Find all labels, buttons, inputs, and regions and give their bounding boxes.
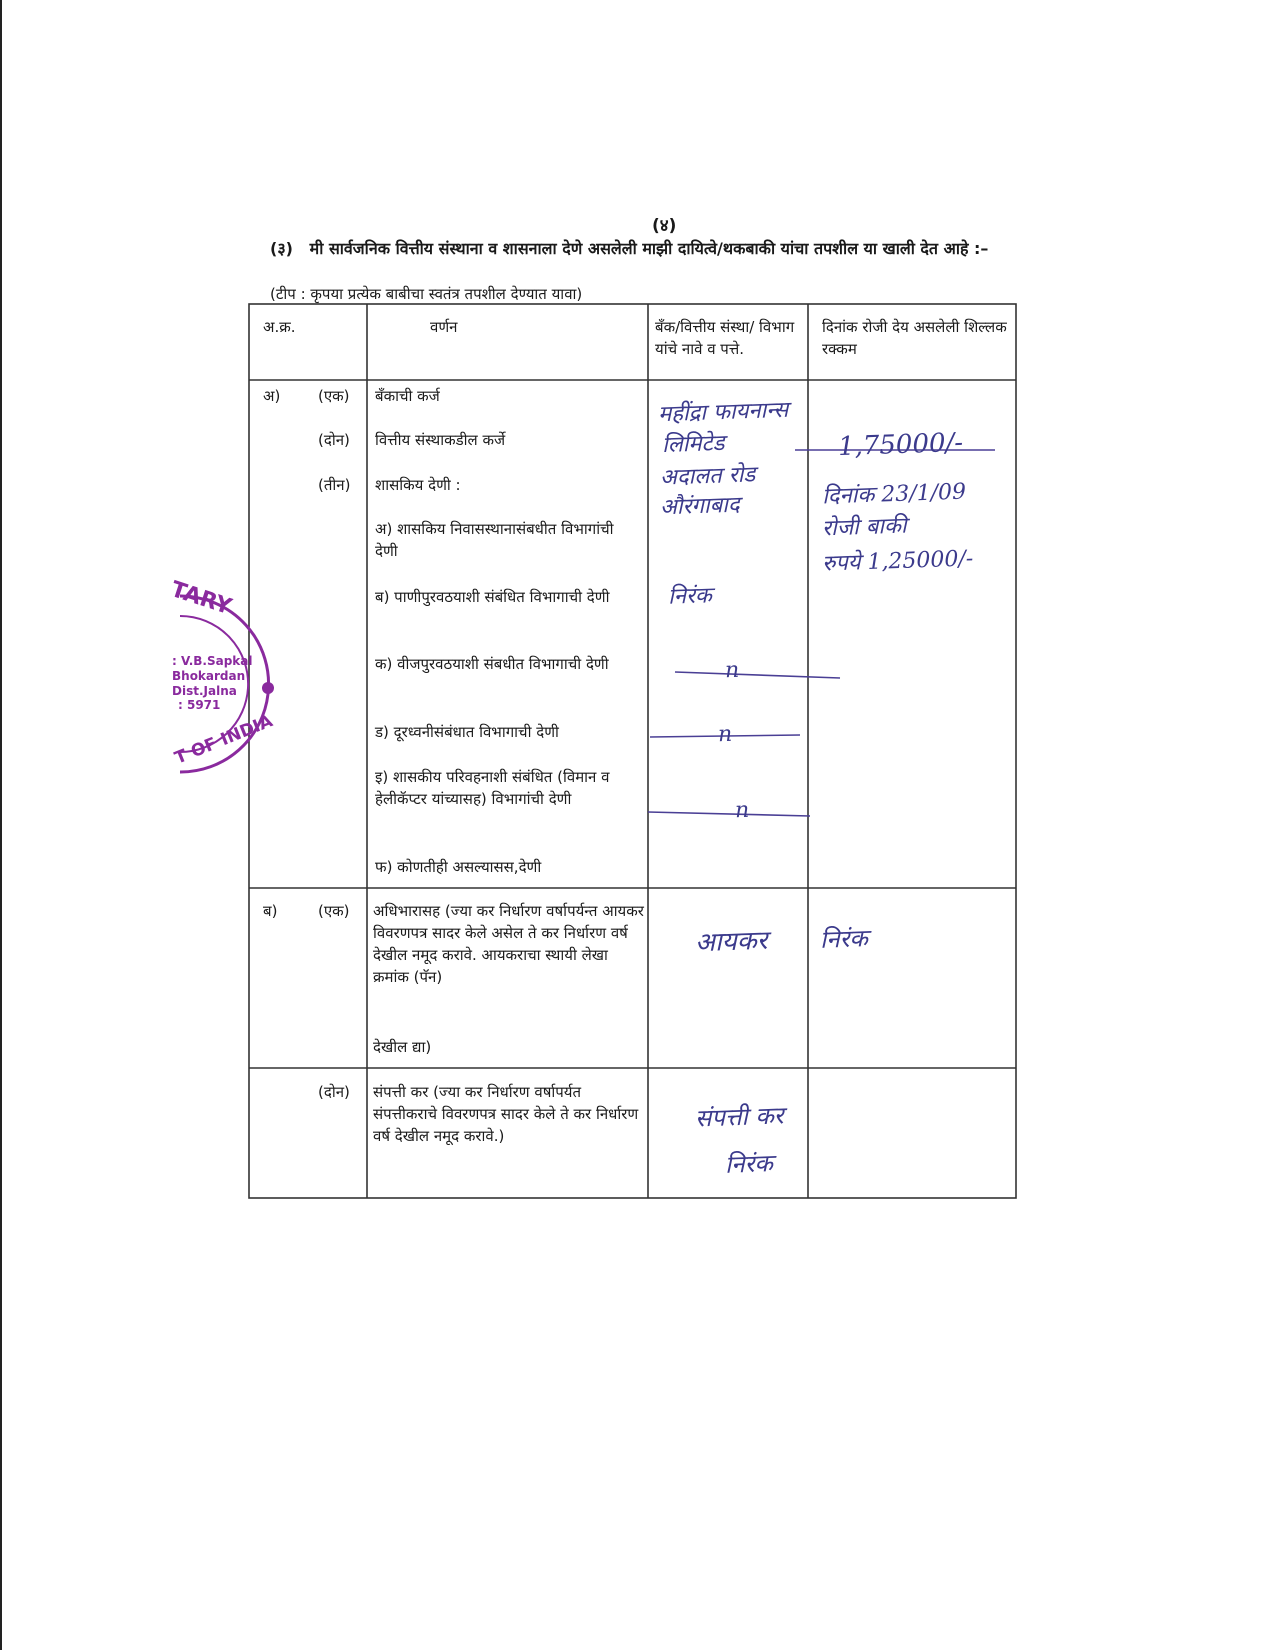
handwritten-date: दिनांक 23/1/09 bbox=[821, 479, 967, 510]
section-note: (टीप : कृपया प्रत्येक बाबीचा स्वतंत्र तपशील देण्यात यावा) bbox=[270, 285, 583, 303]
handwritten-lender: महींद्रा फायनान्स bbox=[657, 397, 789, 428]
section-number: (३) bbox=[270, 239, 293, 258]
subitem: ब) पाणीपुरवठयाशी संबंधित विभागाची देणी bbox=[375, 588, 610, 606]
handwritten-date: रुपये 1,25000/- bbox=[821, 546, 974, 577]
stamp-place: Bhokardan bbox=[172, 669, 246, 683]
subitem: फ) कोणतीही असल्यासस,देणी bbox=[375, 858, 542, 876]
stamp-reg: : 5971 bbox=[178, 698, 221, 712]
income-tax-tail: देखील द्या) bbox=[373, 1038, 432, 1056]
handwritten-nil-income-tax: निरंक bbox=[819, 924, 869, 954]
subitem: अ) शासकिय निवासस्थानासंबधीत विभागांची देणी bbox=[375, 520, 614, 560]
stamp-name: : V.B.Sapkal bbox=[172, 654, 253, 668]
stamp-text-bottom: T OF INDIA bbox=[172, 711, 276, 769]
item-text: बॅंकाची कर्ज bbox=[375, 387, 440, 405]
handwritten-amount: 1,75000/- bbox=[837, 427, 964, 463]
subitem: इ) शासकीय परिवहनाशी संबंधित (विमान व हेलीकॅप्टर यांच्यासह) विभागांची देणी bbox=[375, 768, 610, 808]
header-institution: बॅंक/वित्तीय संस्था/ विभाग यांचे नावे व पत्ते. bbox=[655, 318, 795, 358]
handwritten-lender: लिमिटेड bbox=[661, 430, 725, 459]
notary-stamp bbox=[150, 577, 295, 780]
item-num: (एक) bbox=[318, 902, 350, 920]
handwritten-dash-mark: n bbox=[734, 797, 750, 824]
handwritten-nil-wealth-tax: निरंक bbox=[724, 1149, 774, 1179]
handwritten-date: रोजी बाकी bbox=[821, 513, 908, 542]
header-sr: अ.क्र. bbox=[263, 318, 296, 336]
handwritten-wealth-tax: संपत्ती कर bbox=[694, 1101, 785, 1133]
header-description: वर्णन bbox=[430, 318, 458, 336]
income-tax-text: अधिभारासह (ज्या कर निर्धारण वर्षापर्यन्त आयकर विवरणपत्र सादर केले असेल ते कर निर्धारण वर्ष देखील नमूद करावे. आयकराचा स्थायी लेखा क्रमांक (पॅन) bbox=[373, 902, 644, 986]
page-number: (४) bbox=[652, 216, 677, 236]
stamp-district: Dist.Jalna bbox=[172, 684, 237, 698]
handwritten-lender: अदालत रोड bbox=[659, 462, 756, 491]
stamp-text-top: TARY bbox=[167, 577, 235, 620]
group-b-label: ब) bbox=[263, 902, 278, 920]
group-a-label: अ) bbox=[263, 387, 281, 405]
subitem: ड) दूरध्वनीसंबंधात विभागाची देणी bbox=[375, 723, 559, 741]
item-num: (दोन) bbox=[318, 431, 350, 449]
handwritten-lender: औरंगाबाद bbox=[659, 492, 740, 521]
item-text: वित्तीय संस्थाकडील कर्जे bbox=[375, 431, 506, 449]
subitem: क) वीजपुरवठयाशी संबधीत विभागाची देणी bbox=[375, 655, 609, 673]
item-num: (तीन) bbox=[318, 476, 351, 494]
handwritten-nil-water: निरंक bbox=[667, 583, 713, 610]
handwritten-dash-mark: n bbox=[717, 721, 733, 748]
item-num: (दोन) bbox=[318, 1083, 350, 1101]
section-title: मी सार्वजनिक वित्तीय संस्थाना व शासनाला देणे असलेली माझी दायित्वे/थकबाकी यांचा तपशील या खाली देत आहे :– bbox=[309, 239, 989, 258]
item-text: शासकिय देणी : bbox=[375, 476, 461, 494]
header-balance: दिनांक रोजी देय असलेली शिल्लक रक्कम bbox=[822, 318, 1007, 358]
wealth-tax-text: संपत्ती कर (ज्या कर निर्धारण वर्षापर्यत संपत्तीकराचे विवरणपत्र सादर केले ते कर निर्धारण वर्ष देखील नमूद करावे.) bbox=[373, 1083, 639, 1145]
item-num: (एक) bbox=[318, 387, 350, 405]
handwritten-dash-mark: n bbox=[724, 657, 740, 684]
handwritten-income-tax: आयकर bbox=[694, 925, 768, 959]
